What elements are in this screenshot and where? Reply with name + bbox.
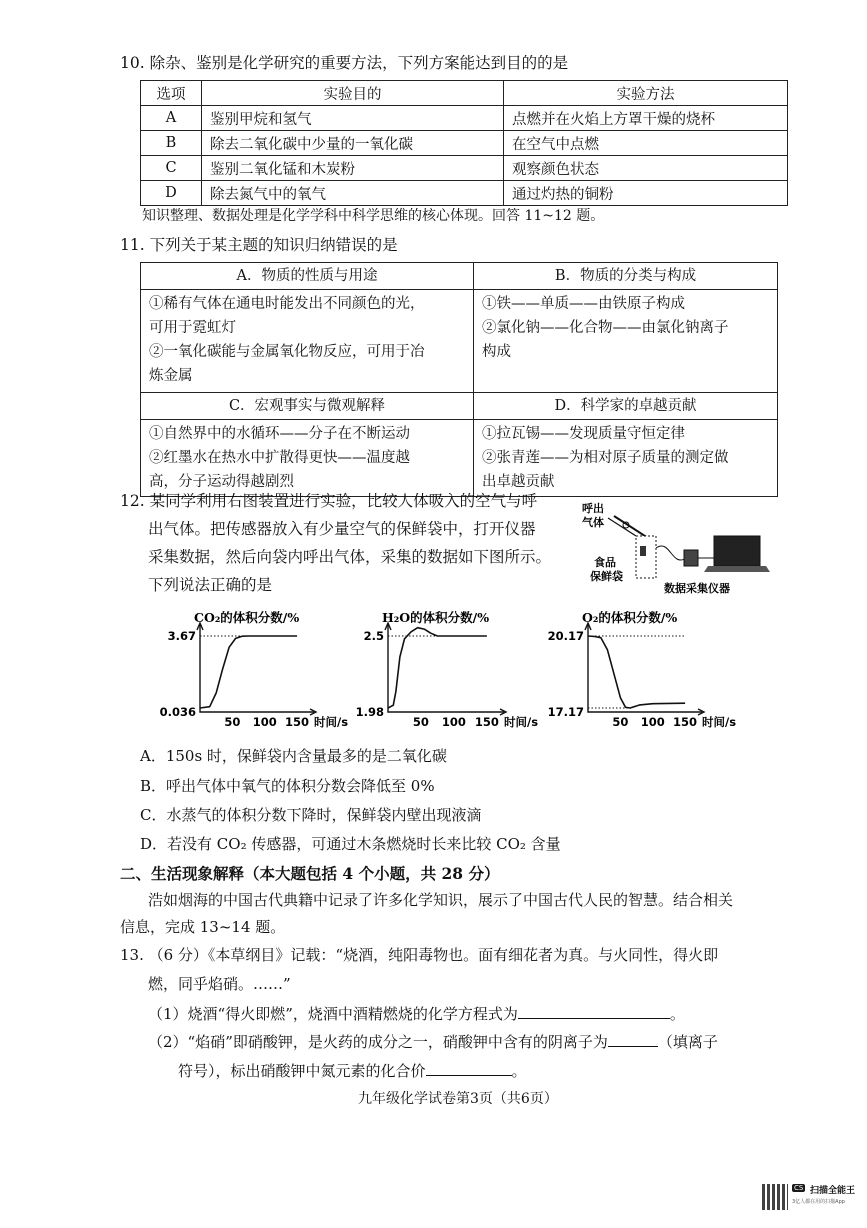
x-axis-label: 时间/s [504,715,539,728]
table-row [141,181,788,206]
q13-part-1-end: 。 [669,1005,685,1023]
purpose-cell: 鉴别甲烷和氢气 [202,106,504,131]
y-tick-label: 20.17 [548,629,584,643]
question-12-line-1: 12. 某同学利用右图装置进行实验，比较人体吸入的空气与呼 [120,492,538,510]
q12-option-b: B．呼出气体中氧气的体积分数会降低至 0% [140,777,435,795]
apparatus-figure [580,498,780,600]
bag-label-2: 保鲜袋 [590,570,623,583]
purpose-cell: 鉴别二氧化锰和木炭粉 [202,156,504,181]
box-d-line: ②张青莲——为相对原子质量的测定做 [482,450,729,466]
y-tick-label: 2.5 [363,629,384,643]
q13-part-2a-end: （填离子 [657,1033,718,1051]
cs-badge: CS [794,1184,804,1192]
x-tick-label: 50 [412,715,429,728]
box-a-title: A．物质的性质与用途 [141,263,474,290]
option-cell: D [141,181,202,206]
question-12-line-3: 采集数据，然后向袋内呼出气体，采集的数据如下图所示。 [148,548,552,566]
question-13-line-1: 13. （6 分）《本草纲目》记载：“烧酒，纯阳毒物也。面有细花者为真。与火同性，得火即 [120,946,719,964]
box-d-line: 出卓越贡献 [482,474,555,490]
table-header-row [141,81,788,106]
series-line [200,636,297,708]
question-11-stem: 11. 下列关于某主题的知识归纳错误的是 [120,236,398,254]
food-bag [636,536,656,578]
box-b-line: ②氯化钠——化合物——由氯化钠离子 [482,320,729,336]
y-tick-label: 17.17 [548,705,584,719]
question-12-line-2: 出气体。把传感器放入有少量空气的保鲜袋中，打开仪器 [148,520,536,538]
question-10-stem: 10. 除杂、鉴别是化学研究的重要方法，下列方案能达到目的的是 [120,54,569,72]
table-row [141,106,788,131]
box-d-content [474,420,778,497]
method-cell: 在空气中点燃 [504,131,788,156]
box-c-title: C．宏观事实与微观解释 [141,393,474,420]
section-2-title: 二、生活现象解释（本大题包括 4 个小题，共 28 分） [120,864,500,883]
q13-part-2b [178,1061,527,1080]
header-option: 选项 [141,81,202,106]
intro-11-12: 知识整理、数据处理是化学学科中科学思维的核心体现。回答 11~12 题。 [142,208,605,224]
x-tick-label: 100 [640,715,665,728]
q12-option-a: A．150s 时，保鲜袋内含量最多的是二氧化碳 [140,747,447,765]
answer-blank-valence[interactable] [426,1061,512,1076]
x-tick-label: 50 [612,715,629,728]
section-2-intro-1: 浩如烟海的中国古代典籍中记录了许多化学知识，展示了中国古代人民的智慧。结合相关 [148,891,734,909]
qr-code-icon [762,1184,788,1210]
q13-part-2a-text: （2）“焰硝”即硝酸钾，是火药的成分之一，硝酸钾中含有的阴离子为 [148,1033,608,1051]
box-a-line: 可用于霓虹灯 [149,320,236,336]
box-a-line: ①稀有气体在通电时能发出不同颜色的光， [149,296,425,312]
q13-part-2b-text: 符号），标出硝酸钾中氮元素的化合价 [178,1062,426,1080]
box-b-content [474,290,778,393]
box-b-title: B．物质的分类与构成 [474,263,778,290]
method-cell: 点燃并在火焰上方罩干燥的烧杯 [504,106,788,131]
q13-part-2b-end: 。 [511,1062,527,1080]
x-axis-label: 时间/s [702,715,737,728]
x-tick-label: 150 [474,715,499,728]
series-line [388,628,487,708]
box-c-line: 高，分子运动得越剧烈 [149,474,294,490]
x-tick-label: 100 [441,715,466,728]
y-tick-label: 0.036 [160,705,196,719]
chart-axes [588,624,702,712]
laptop-base [704,566,770,572]
box-d-line: ①拉瓦锡——发现质量守恒定律 [482,426,685,442]
q13-part-2a [148,1032,718,1051]
instrument-label: 数据采集仪器 [664,582,730,595]
exhale-label-1: 呼出 [582,502,604,515]
method-cell: 通过灼热的铜粉 [504,181,788,206]
q10-table [140,80,788,206]
bag-label-1: 食品 [594,556,616,569]
scanner-app-name: 扫描全能王 [810,1186,856,1196]
series-line [588,636,685,708]
o2-chart [548,608,748,728]
chart-axes [200,624,314,712]
exhale-label-2: 气体 [582,516,604,529]
page-footer: 九年级化学试卷第3页（共6页） [358,1091,558,1107]
co2-chart [160,608,360,728]
option-cell: A [141,106,202,131]
question-13-line-2: 燃，同乎焰硝。……” [148,975,291,993]
q12-option-c: C．水蒸气的体积分数下降时，保鲜袋内壁出现液滴 [140,806,482,824]
scanner-watermark [758,1180,858,1220]
y-tick-label: 1.98 [355,705,384,719]
x-tick-label: 150 [285,715,310,728]
purpose-cell: 除去氮气中的氧气 [202,181,504,206]
box-a-line: ②一氧化碳能与金属氧化物反应，可用于冶 [149,344,425,360]
box-b-line: 构成 [482,344,511,360]
data-logger [684,550,698,566]
box-a-content [141,290,474,393]
answer-blank-equation[interactable] [518,1004,670,1019]
box-d-title: D．科学家的卓越贡献 [474,393,778,420]
x-tick-label: 50 [224,715,241,728]
option-cell: B [141,131,202,156]
q11-table [140,262,778,497]
q13-part-1-text: （1）烧酒“得火即燃”，烧酒中酒精燃烧的化学方程式为 [148,1005,518,1023]
header-method: 实验方法 [504,81,788,106]
sensor [640,546,646,556]
option-cell: C [141,156,202,181]
header-purpose: 实验目的 [202,81,504,106]
x-axis-label: 时间/s [314,715,349,728]
tube [614,516,648,538]
box-a-line: 炼金属 [149,368,193,384]
chart-title: O₂的体积分数/% [582,610,678,625]
h2o-chart [350,608,550,728]
section-2-intro-2: 信息，完成 13~14 题。 [120,918,286,936]
table-row [141,156,788,181]
x-tick-label: 100 [252,715,277,728]
box-c-line: ①自然界中的水循环——分子在不断运动 [149,426,410,442]
q13-part-1 [148,1004,685,1023]
laptop-screen [714,536,760,566]
chart-title: CO₂的体积分数/% [194,610,300,625]
method-cell: 观察颜色状态 [504,156,788,181]
purpose-cell: 除去二氧化碳中少量的一氧化碳 [202,131,504,156]
box-b-line: ①铁——单质——由铁原子构成 [482,296,685,312]
chart-title: H₂O的体积分数/% [382,610,490,625]
y-tick-label: 3.67 [167,629,196,643]
scanner-subtitle: 3亿人都在用的扫描App [792,1199,845,1205]
answer-blank-anion[interactable] [608,1032,658,1047]
question-12-line-4: 下列说法正确的是 [148,576,273,594]
box-c-line: ②红墨水在热水中扩散得更快——温度越 [149,450,410,466]
cable [656,546,686,560]
x-tick-label: 150 [673,715,698,728]
q12-option-d: D．若没有 CO₂ 传感器，可通过木条燃烧时长来比较 CO₂ 含量 [140,835,561,853]
table-row [141,131,788,156]
box-c-content [141,420,474,497]
